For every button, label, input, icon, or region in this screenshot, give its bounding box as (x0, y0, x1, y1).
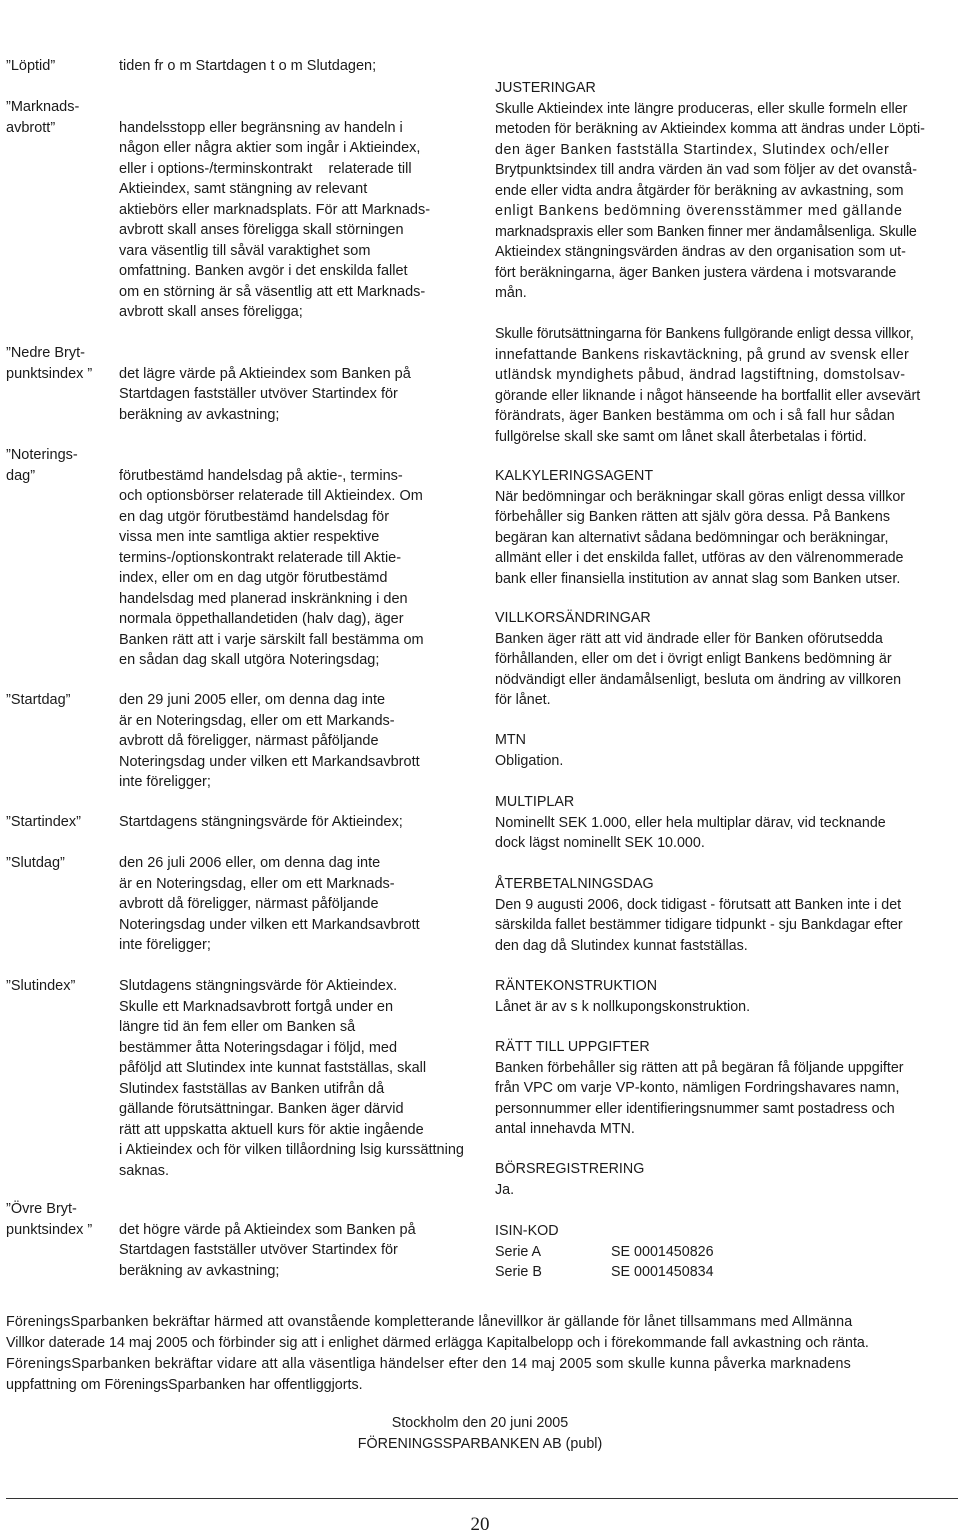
definition-term: ”Noterings- dag” (6, 447, 78, 484)
section-heading: MULTIPLAR (495, 794, 575, 810)
isin-row (495, 1242, 957, 1263)
section-heading: ÅTERBETALNINGSDAG (495, 876, 654, 892)
definition-text: Slutdagens stängningsvärde för Aktieindex. Skulle ett Marknadsavbrott fortgå under en längre tid än fem eller om Banken så bestämmer åtta Noteringsdagar i följd, med påföljd att Slutindex inte kunnat fastställas, skall Slutindex fastställas av Banken utifrån då gällande förutsättningar. Banken äger därvid rätt att uppskatta aktuell kurs för aktie ingående i Aktieindex och för vilken tillåordning lsig kurssättning saknas. (119, 978, 464, 1179)
definition-term: ”Startindex” (6, 814, 81, 830)
section-mtn: MTN Obligation. (495, 730, 957, 771)
section-heading: ISIN-KOD (495, 1223, 559, 1239)
section-heading: RÄTT TILL UPPGIFTER (495, 1039, 650, 1055)
section-rantekonstruktion: RÄNTEKONSTRUKTION Lånet är av s k nollkupongskonstruktion. (495, 976, 957, 1017)
definition-text: det lägre värde på Aktieindex som Banken på Startdagen fastställer utvöver Startindex för beräkning av avkastning; (119, 365, 411, 423)
definition-term: ”Slutdag” (6, 855, 65, 871)
definition-term: ”Nedre Bryt- punktsindex ” (6, 345, 93, 382)
section-heading: VILLKORSÄNDRINGAR (495, 610, 651, 626)
signature-block (0, 1413, 960, 1455)
definition-term: ”Startdag” (6, 692, 71, 708)
definition-term: ”Löptid” (6, 58, 56, 74)
isin-code: SE 0001450834 (611, 1264, 714, 1280)
page-number: 20 (470, 1514, 490, 1535)
definition-text: den 26 juli 2006 eller, om denna dag inte är en Noteringsdag, eller om ett Marknads- avbrott då föreligger, närmast påföljande Noteringsdag under vilken ett Markandsavbrott inte föreligger; (119, 855, 420, 953)
section-heading: RÄNTEKONSTRUKTION (495, 978, 658, 994)
definition-term: ”Övre Bryt- punktsindex ” (6, 1201, 93, 1238)
definition-text: handelsstopp eller begränsning av handeln i någon eller några aktier som ingår i Aktieindex, eller i options-/terminskontrakt relaterade till Aktieindex, samt stängning av relevant aktiebörs eller marknadsplats. För att Marknads- avbrott skall anses föreligga skall störningen vara väsentlig till såväl varaktighet som omfattning. Banken avgör i det enskilda fallet om en störning är så väsentlig att ett Marknads- avbrott skall anses föreligga; (119, 119, 431, 320)
definition-text: Startdagens stängningsvärde för Aktieindex; (119, 814, 403, 830)
definition-text: den 29 juni 2005 eller, om denna dag inte är en Noteringsdag, eller om ett Markands- avbrott då föreligger, närmast påföljande Noteringsdag under vilken ett Markandsavbrott inte föreligger; (119, 692, 420, 790)
isin-code: SE 0001450826 (611, 1243, 714, 1260)
confirmation-paragraph: FöreningsSparbanken bekräftar härmed att ovanstående kompletterande lånevillkor är gällande för lånet tillsammans med Allmänna Villkor daterade 14 maj 2005 och förbinder sig att i enlighet därmed erlägga Kapitalbelopp och i förekommande fall avkastning och ränta. FöreningsSparbanken bekräftar vidare att alla väsentliga händelser efter den 14 maj 2005 som skulle kunna påverka marknadens uppfattning om FöreningsSparbanken har offentliggjorts. (6, 1314, 869, 1393)
isin-series: Serie A (495, 1243, 542, 1260)
section-ratt-till-uppgifter: RÄTT TILL UPPGIFTER Banken förbehåller sig rätten att på begäran få följande uppgifter från VPC om varje VP-konto, nämligen Fordringshavares namn, personnummer eller identifieringsnummer samt postadress och antal innehavda MTN. (495, 1037, 957, 1140)
definition-term: ”Slutindex” (6, 978, 76, 994)
section-villkorsandringar: VILLKORSÄNDRINGAR Banken äger rätt att vid ändrade eller för Banken oförutsedda förhållanden, eller om det i övrigt enligt Bankens bedömning är nödvändigt eller ändamålsenligt, besluta om ändring av villkoren för lånet. (495, 608, 957, 711)
definition-text: tiden fr o m Startdagen t o m Slutdagen; (119, 58, 377, 74)
section-aterbetalningsdag: ÅTERBETALNINGSDAG Den 9 augusti 2006, dock tidigast - förutsatt att Banken inte i det särskilda fallet bestämmer tidigare tidpunkt - sju Bankdagar efter den dag då Slutindex kunnat fastställas. (495, 874, 957, 956)
footer-divider (6, 1498, 958, 1499)
section-heading: BÖRSREGISTRERING (495, 1161, 645, 1177)
signatory: FÖRENINGSSPARBANKEN AB (publ) (357, 1436, 603, 1452)
section-borsregistrering: BÖRSREGISTRERING Ja. (495, 1159, 957, 1200)
section-justeringar: JUSTERINGAR Skulle Aktieindex inte längre produceras, eller skulle formeln eller metoden för beräkning av Aktieindex komma att ändras under Löpti- den äger Banken fastställa Startindex, Slutindex och/eller Brytpunktsindex till andra värden än vad som följer av det ovanstå- ende eller vidta andra åtgärder för beräkning av avkastning, som enligt Bankens bedömning överensstämmer med gällande marknadspraxis eller som Banken finner mer ändamålsenliga. Skulle Aktieindex stängningsvärden ändras av den organisation som ut- fört beräkningarna, äger Banken justera värdena i motsvarande mån. Skulle förutsättningarna för Bankens fullgörande enligt dessa villkor, innefattande Bankens riskavtäckning, på grund av svensk eller utländsk myndighets påbud, ändrad lagstiftning, domstolsav- görande eller liknande i något hänseende ha bortfallit eller avsevärt förändrats, äger Banken bestämma om och i så fall hur sådan fullgörelse skall ske samt om lånet skall återbetalas i förtid. (495, 78, 957, 447)
place-date: Stockholm den 20 juni 2005 (391, 1415, 569, 1431)
isin-series: Serie B (495, 1264, 542, 1280)
definition-term: ”Marknads- avbrott” (6, 99, 80, 136)
isin-row (495, 1262, 957, 1283)
section-heading: MTN (495, 732, 526, 748)
section-kalkyleringsagent: KALKYLERINGSAGENT När bedömningar och beräkningar skall göras enligt dessa villkor förbehåller sig Banken rätten att själv göra dessa. På Bankens begäran kan alternativt sådana bedömningar och beräkningar, allmänt eller i det enskilda fallet, utföras av den välrenommerade bank eller finansiella institution av annat slag som Banken utser. (495, 466, 957, 589)
definition-text: det högre värde på Aktieindex som Banken på Startdagen fastställer utvöver Startindex för beräkning av avkastning; (119, 1221, 416, 1279)
section-isin-kod (495, 1221, 957, 1283)
definition-text: förutbestämd handelsdag på aktie-, termins- och optionsbörser relaterade till Aktieindex. Om en dag utgör förutbestämd handelsdag för vissa men inte samtliga aktier respektive termins-/optionskontrakt relaterade till Aktie- index, eller om en dag utgör förutbestämd handelsdag med planerad inskränkning i den normala öppethallandetiden (halv dag), äger Banken rätt att i varje särskilt fall bestämma om en sådan dag skall utgöra Noteringsdag; (119, 467, 424, 668)
section-heading: KALKYLERINGSAGENT (495, 468, 654, 484)
section-multiplar: MULTIPLAR Nominellt SEK 1.000, eller hela multiplar därav, vid tecknande dock lägst nominellt SEK 10.000. (495, 792, 957, 854)
section-heading: JUSTERINGAR (495, 80, 596, 96)
